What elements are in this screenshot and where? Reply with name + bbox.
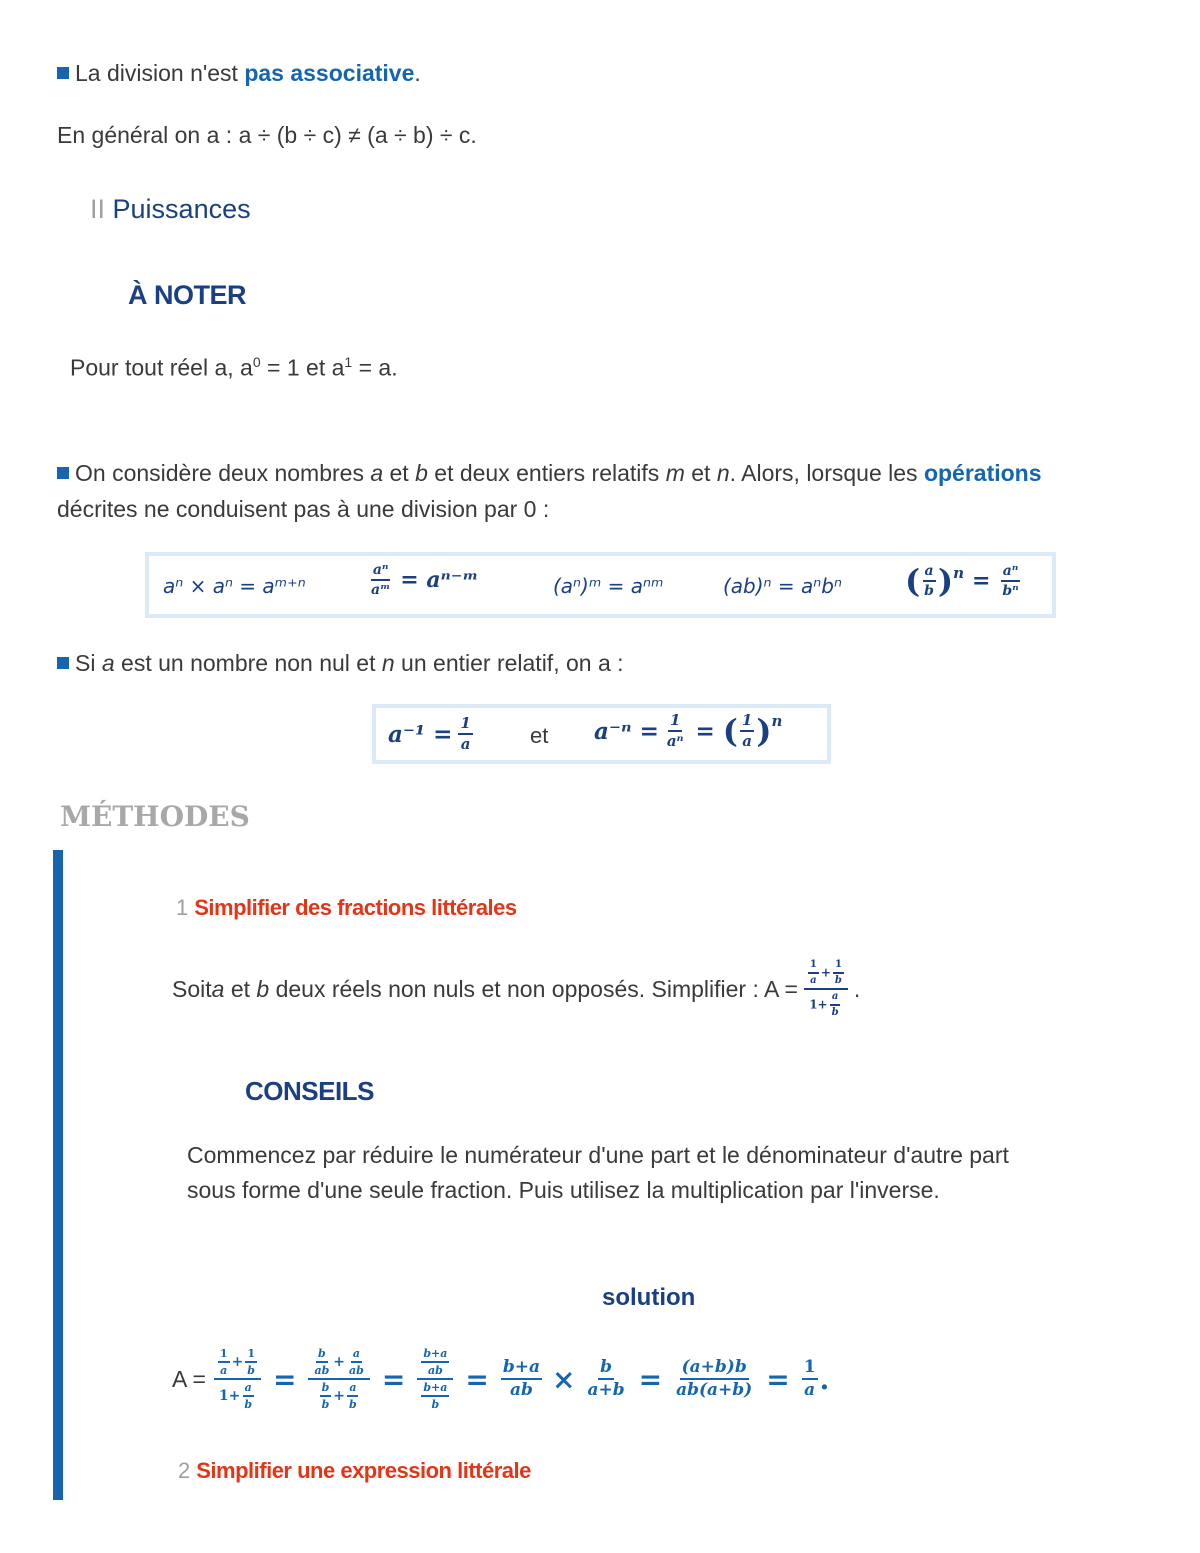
d: ab [509, 1380, 533, 1400]
d: b [349, 1398, 357, 1411]
sol-step-4a [501, 1359, 542, 1399]
d: ab [314, 1364, 330, 1377]
powers-line1 [57, 460, 1042, 487]
final-period: . [819, 1362, 830, 1396]
d: a+b [587, 1380, 625, 1400]
note-sup1: 1 [344, 354, 353, 370]
inverse-f1-lhs: a⁻¹ = [388, 720, 453, 748]
exercise-text: et [224, 975, 257, 1002]
den: $\frac{b}{b}$ + $\frac{a}{b}$ [321, 1381, 357, 1411]
solution-heading: solution [602, 1284, 696, 1311]
sol-step-1 [214, 1348, 261, 1410]
sol-step-4b [585, 1359, 626, 1399]
note-sup0: 0 [252, 354, 261, 370]
rule-power-power: (aⁿ)ᵐ = aⁿᵐ [553, 574, 664, 598]
rule-quotient [367, 563, 478, 597]
rule-quotient-den: aᵐ [371, 582, 391, 598]
powers-line2: décrites ne conduisent pas à une division par 0 : [57, 496, 550, 522]
inverse-f1-frac [458, 716, 472, 752]
inverse-f2-den: aⁿ [666, 732, 684, 750]
f [347, 1382, 359, 1410]
sol-step-3 [417, 1348, 453, 1410]
note-heading: À NOTER [128, 280, 246, 310]
solution-prefix: A = [172, 1365, 206, 1392]
methods-heading: MÉTHODES [60, 800, 250, 833]
den: 1+ $\frac{a}{b}$ [218, 1381, 253, 1411]
equals-sign: = [638, 1362, 663, 1396]
power-rules-box [145, 552, 1056, 618]
n: a [243, 1382, 254, 1397]
d: b [831, 1007, 839, 1018]
equals-sign: = [695, 717, 715, 745]
bullet-square-icon [57, 467, 69, 479]
n: 1 [218, 1348, 230, 1363]
method-1-number: 1 [176, 895, 189, 920]
solution-chain [206, 1348, 829, 1410]
powers-text: et [684, 460, 717, 486]
var-a: a [370, 460, 384, 486]
n: b [320, 1382, 332, 1397]
d: a [804, 1380, 816, 1400]
method-1-title-text: Simplifier des fractions littérales [194, 895, 517, 920]
num: $\frac{1}{a}$ + $\frac{1}{b}$ [214, 1348, 261, 1380]
division-example: En général on a : a ÷ (b ÷ c) ≠ (a ÷ b) ÷ c. [57, 122, 477, 148]
n: 1 [833, 960, 844, 974]
note-text-pre: Pour tout réel a, a [70, 354, 253, 381]
frac-a-b [830, 992, 841, 1018]
section-title [90, 194, 251, 225]
equals-sign: = [381, 1362, 406, 1396]
inverse-formula-2 [594, 712, 782, 750]
n: b+a [501, 1359, 542, 1380]
rule-fraction-power [905, 562, 1023, 600]
equals-sign: = [766, 1362, 790, 1396]
var-b: b [415, 460, 428, 486]
inverse-text: est un nombre non nul et [114, 650, 382, 676]
frac-1-b [833, 960, 844, 986]
solution-formula [172, 1338, 829, 1420]
f [421, 1348, 449, 1376]
n: a [830, 992, 840, 1006]
inverse-f2-pfrac [740, 713, 754, 749]
f [421, 1382, 449, 1410]
var-a: a [211, 975, 225, 1002]
section-number: II [90, 194, 106, 224]
division-text: La division n'est [75, 60, 245, 86]
section-title-text: Puissances [112, 194, 251, 224]
n: a [351, 1348, 362, 1363]
equals-sign: = [273, 1362, 297, 1396]
inverse-f2-num: 1 [668, 713, 682, 732]
rule-fraction-inner [922, 564, 936, 598]
rule-fraction-rhs [1000, 564, 1020, 598]
f [320, 1382, 332, 1410]
rule-fraction-inner-den: b [924, 583, 934, 599]
rule-quotient-num: aⁿ [371, 563, 390, 581]
rule-fraction-rhs-den: bⁿ [1002, 583, 1019, 599]
conseils-line1: Commencez par réduire le numérateur d'une part et le dénominateur d'autre part [187, 1142, 1009, 1168]
division-bold: pas associative [244, 60, 415, 86]
rule-fraction-inner-num: a [923, 564, 936, 582]
rule-product-power: (ab)ⁿ = aⁿbⁿ [723, 574, 842, 598]
paren-left: ( [722, 712, 738, 750]
inverse-f2-lhs: a⁻ⁿ = [594, 717, 659, 745]
method-2-title [178, 1458, 531, 1484]
inverse-f2-pnum: 1 [740, 713, 754, 732]
n: a [347, 1382, 358, 1397]
times-sign: × [552, 1362, 576, 1396]
powers-text: et [383, 460, 416, 486]
d: b [247, 1364, 255, 1377]
method-2-title-text: Simplifier une expression littérale [196, 1458, 531, 1483]
note-text-mid: = 1 et a [260, 354, 345, 381]
rule-fraction-rhs-num: aⁿ [1001, 564, 1020, 582]
rule-product: aⁿ × aⁿ = aᵐ⁺ⁿ [163, 574, 306, 598]
n: b [316, 1348, 328, 1363]
d: a [810, 975, 817, 986]
n: b [598, 1359, 614, 1380]
exercise-text: Soit [172, 975, 212, 1002]
inverse-et: et [530, 723, 549, 748]
rule-fraction-exp: n [953, 564, 964, 582]
inverse-f2-frac [665, 713, 686, 749]
n: 1 [808, 960, 819, 974]
d: a [220, 1364, 228, 1377]
sol-step-6 [802, 1359, 818, 1399]
powers-bold: opérations [923, 460, 1042, 486]
inverse-f1-num: 1 [458, 716, 472, 735]
f [218, 1348, 230, 1376]
equals-sign: = [465, 1362, 489, 1396]
rule-quotient-rhs: = aⁿ⁻ᵐ [400, 567, 479, 593]
exercise-fraction-den: 1+ $\frac{a}{b}$ [809, 991, 839, 1018]
d: b [834, 975, 842, 986]
f [242, 1382, 254, 1410]
f [245, 1348, 257, 1376]
d: b [321, 1398, 330, 1411]
methods-side-bar [53, 850, 63, 1500]
exercise-end: . [853, 975, 861, 1002]
rule-quotient-frac [369, 563, 392, 597]
method-1-title [176, 895, 517, 921]
division-period: . [414, 60, 421, 86]
note-text-post: = a. [352, 354, 398, 381]
inverse-box [372, 704, 831, 764]
n: (a+b)b [680, 1359, 749, 1380]
inverse-line [57, 650, 624, 677]
paren-right: ) [937, 562, 954, 600]
var-m: m [665, 460, 685, 486]
exercise-text: deux réels non nuls et non opposés. Simplifier : A = [269, 975, 798, 1002]
powers-text: On considère deux nombres [75, 460, 371, 486]
d: ab(a+b) [676, 1380, 753, 1400]
n: b+a [421, 1382, 449, 1397]
d: ab [427, 1364, 443, 1377]
inverse-f1-den: a [460, 735, 471, 753]
conseils-line2: sous forme d'une seule fraction. Puis utilisez la multiplication par l'inverse. [187, 1177, 940, 1203]
method-2-number: 2 [178, 1458, 191, 1483]
n: 1 [802, 1359, 818, 1380]
inverse-text: un entier relatif, on a : [394, 650, 624, 676]
powers-text: . Alors, lorsque les [729, 460, 924, 486]
paren-left: ( [905, 562, 921, 600]
f [312, 1348, 331, 1376]
d: b [431, 1398, 440, 1411]
var-a: a [101, 650, 115, 676]
note-text [70, 354, 398, 382]
division-line [57, 60, 421, 87]
num [417, 1348, 453, 1380]
exercise-line [172, 960, 860, 1018]
inverse-f2-exp: n [771, 712, 783, 730]
den [417, 1380, 453, 1410]
exercise-fraction-num: $\frac{1}{a}$ + $\frac{1}{b}$ [804, 960, 848, 990]
paren-right: ) [756, 712, 772, 750]
sol-step-5 [674, 1359, 754, 1399]
d: ab [349, 1364, 364, 1377]
var-n: n [716, 460, 730, 486]
inverse-formula-1 [388, 716, 475, 752]
n: b+a [421, 1348, 449, 1363]
bullet-square-icon [57, 657, 69, 669]
equals-sign: = [971, 568, 991, 594]
var-b: b [256, 975, 270, 1002]
inverse-text: Si [75, 650, 102, 676]
d: b [244, 1398, 253, 1411]
inverse-f2-pden: a [742, 732, 752, 750]
frac-1-a [808, 960, 819, 986]
exercise-fraction [804, 960, 848, 1018]
conseils-heading: CONSEILS [245, 1076, 374, 1106]
n: 1 [245, 1348, 257, 1363]
num: $\frac{b}{ab}$ + $\frac{a}{ab}$ [308, 1348, 369, 1380]
sol-step-2 [308, 1348, 369, 1410]
f [347, 1348, 366, 1376]
bullet-square-icon [57, 67, 69, 79]
powers-text: et deux entiers relatifs [427, 460, 666, 486]
var-n: n [381, 650, 395, 676]
